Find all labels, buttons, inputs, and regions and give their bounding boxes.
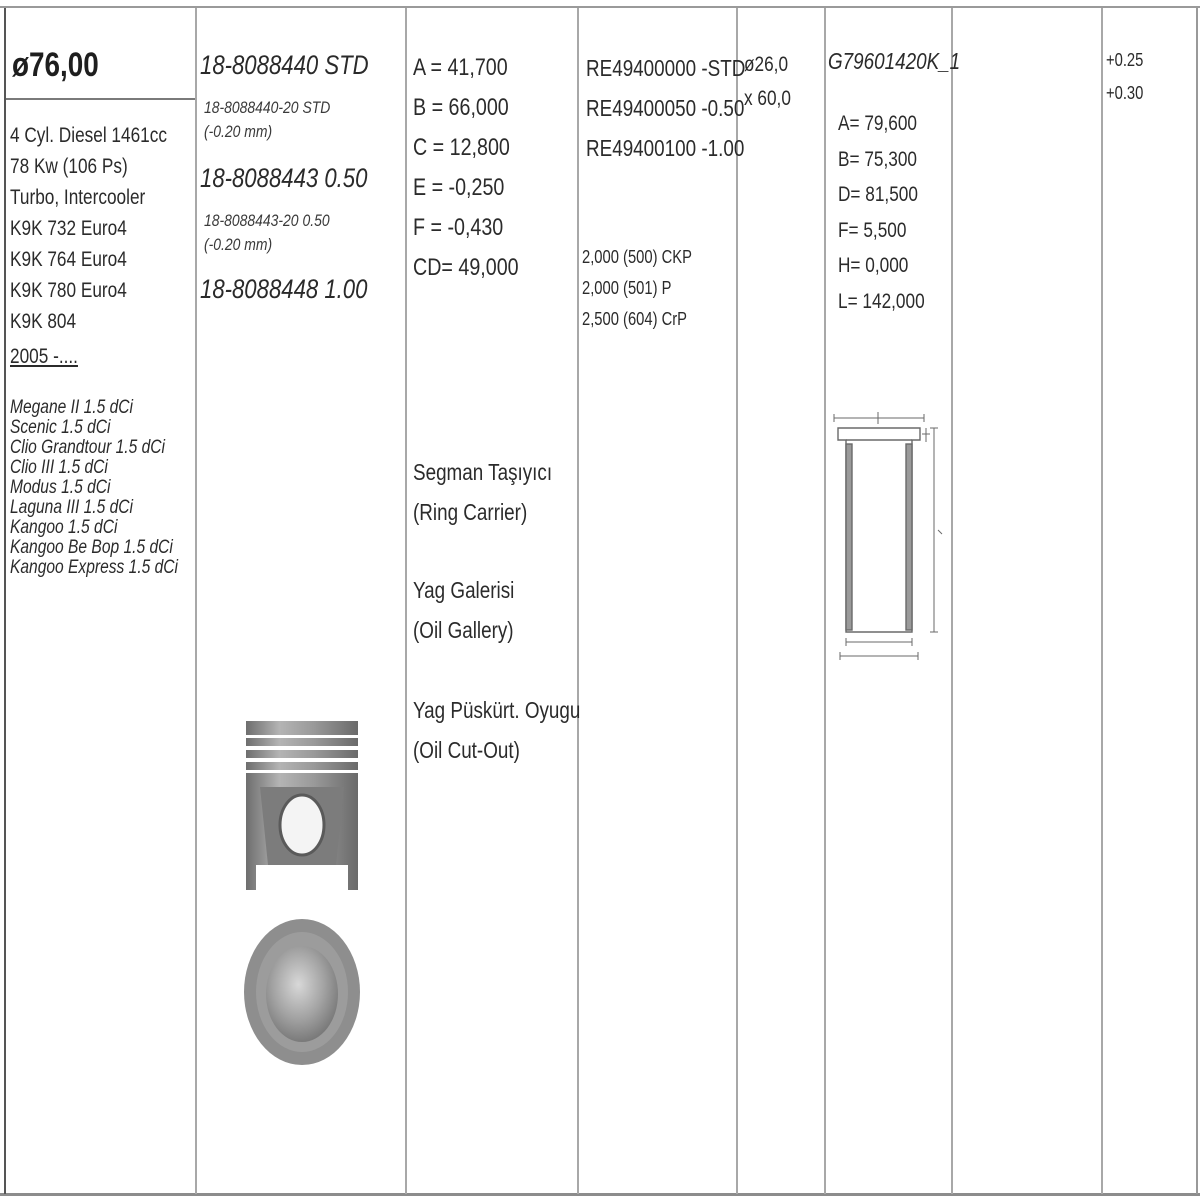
feature-oil-gallery: Yag Galerisi (Oil Gallery) bbox=[413, 577, 515, 643]
ring-spec: 2,000 (500) CKP bbox=[582, 247, 692, 267]
liner-dimension: B= 75,300 bbox=[838, 147, 918, 171]
piston-top-view-image bbox=[240, 910, 365, 1070]
column-divider-3 bbox=[577, 8, 579, 1194]
dimension-line: C = 12,800 bbox=[413, 134, 510, 161]
piston-part-std: 18-8088440 STD bbox=[200, 50, 369, 80]
piston-dimensions bbox=[413, 48, 542, 288]
column-divider-7 bbox=[1101, 8, 1103, 1194]
engine-specs bbox=[10, 120, 201, 337]
ring-set-code: RE49400100 -1.00 bbox=[586, 135, 745, 161]
column-divider-0 bbox=[4, 8, 6, 1194]
piston-pin bbox=[744, 48, 801, 116]
liner-drawing-image bbox=[830, 410, 946, 665]
engine-spec-line: K9K 732 Euro4 bbox=[10, 217, 127, 240]
engine-spec-line: 78 Kw (106 Ps) bbox=[10, 155, 128, 178]
ring-set-code: RE49400000 -STD bbox=[586, 55, 746, 81]
feature-oil-cut-out: Yag Püskürt. Oyugu (Oil Cut-Out) bbox=[413, 697, 581, 763]
feature-ring-carrier: Segman Taşıyıcı (Ring Carrier) bbox=[413, 459, 553, 525]
vehicle-model: Clio III 1.5 dCi bbox=[10, 457, 108, 478]
column-divider-2 bbox=[405, 8, 407, 1194]
engine-spec-line: K9K 764 Euro4 bbox=[10, 248, 127, 271]
vehicle-model: Scenic 1.5 dCi bbox=[10, 417, 111, 438]
ring-spec: 2,500 (604) CrP bbox=[582, 309, 688, 329]
vehicle-models bbox=[10, 398, 215, 578]
liner-dimension: L= 142,000 bbox=[838, 289, 925, 313]
vehicle-model: Kangoo Be Bop 1.5 dCi bbox=[10, 537, 173, 558]
vehicle-model: Megane II 1.5 dCi bbox=[10, 397, 133, 418]
piston-side-view-image bbox=[240, 715, 365, 900]
liner-dimension: D= 81,500 bbox=[838, 183, 918, 206]
piston-part-050: 18-8088443 0.50 bbox=[200, 163, 368, 193]
oversize-value: +0.25 bbox=[1106, 50, 1144, 70]
liner-dimension: H= 0,000 bbox=[838, 254, 909, 277]
column-divider-8 bbox=[1196, 8, 1198, 1194]
bore-diameter: ø76,00 bbox=[12, 46, 99, 84]
engine-spec-line: K9K 780 Euro4 bbox=[10, 279, 127, 302]
top-border bbox=[0, 6, 1200, 8]
vehicle-model: Laguna III 1.5 dCi bbox=[10, 497, 133, 518]
vehicle-model: Kangoo 1.5 dCi bbox=[10, 517, 118, 538]
liner-dimension: A= 79,600 bbox=[838, 112, 918, 135]
dimension-line: F = -0,430 bbox=[413, 214, 504, 241]
column-divider-5 bbox=[824, 8, 826, 1194]
column-divider-6 bbox=[951, 8, 953, 1194]
engine-spec-line: 4 Cyl. Diesel 1461cc bbox=[10, 124, 167, 147]
engine-spec-line: K9K 804 bbox=[10, 310, 77, 333]
ring-specs bbox=[582, 242, 716, 335]
dimension-line: A = 41,700 bbox=[413, 54, 508, 81]
liner-code: G79601420K_1 bbox=[828, 48, 961, 74]
dimension-line: E = -0,250 bbox=[413, 174, 505, 201]
ring-set-code: RE49400050 -0.50 bbox=[586, 95, 745, 121]
production-year: 2005 -.... bbox=[10, 345, 78, 368]
pin-diameter: ø26,0 bbox=[744, 53, 789, 76]
liner-dimensions bbox=[838, 106, 944, 319]
liner-dimension: F= 5,500 bbox=[838, 218, 907, 242]
bottom-border bbox=[0, 1193, 1200, 1196]
column-divider-4 bbox=[736, 8, 738, 1194]
piston-part-100: 18-8088448 1.00 bbox=[200, 274, 368, 304]
piston-part-std-alt: 18-8088440-20 STD (-0.20 mm) bbox=[204, 98, 331, 141]
vehicle-model: Modus 1.5 dCi bbox=[10, 477, 111, 498]
header-divider bbox=[4, 98, 196, 100]
engine-spec-line: Turbo, Intercooler bbox=[10, 186, 146, 209]
dimension-line: CD= 49,000 bbox=[413, 254, 519, 281]
dimension-line: B = 66,000 bbox=[413, 94, 509, 121]
piston-part-050-alt: 18-8088443-20 0.50 (-0.20 mm) bbox=[204, 211, 330, 254]
oversize-list bbox=[1106, 44, 1152, 110]
vehicle-model: Clio Grandtour 1.5 dCi bbox=[10, 437, 166, 458]
pin-length: x 60,0 bbox=[744, 87, 791, 110]
oversize-value: +0.30 bbox=[1106, 83, 1144, 103]
ring-spec: 2,000 (501) P bbox=[582, 278, 672, 298]
vehicle-model: Kangoo Express 1.5 dCi bbox=[10, 557, 179, 578]
